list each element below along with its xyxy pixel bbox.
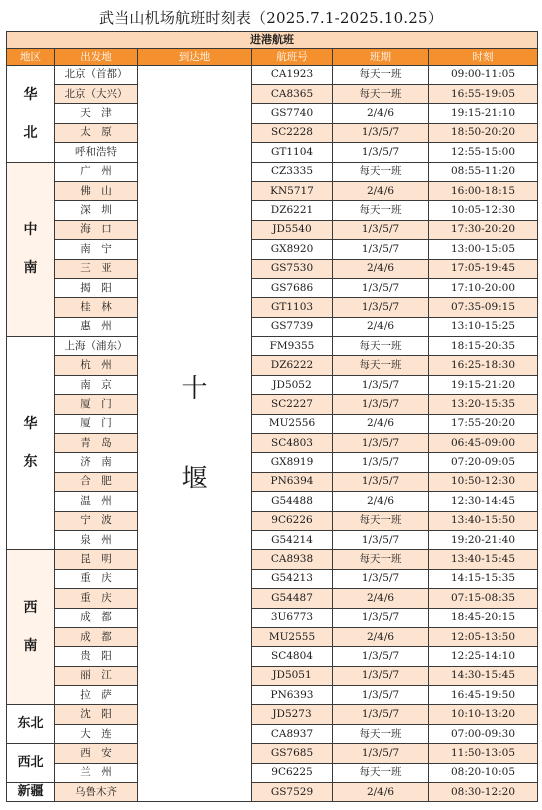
flight-no-cell: MU2556	[252, 414, 333, 433]
destination-cell	[138, 65, 252, 802]
time-cell: 12:05-13:50	[429, 627, 538, 646]
table-row	[7, 453, 538, 472]
origin-cell: 青 岛	[55, 434, 138, 453]
origin-cell: 沈 阳	[55, 705, 138, 724]
table-row	[7, 724, 538, 743]
schedule-cell: 1/3/5/7	[333, 453, 429, 472]
region-cell	[7, 162, 55, 337]
region-cell	[7, 705, 55, 744]
table-row	[7, 472, 538, 491]
time-cell: 17:30-20:20	[429, 220, 538, 239]
schedule-cell: 1/3/5/7	[333, 744, 429, 763]
time-cell: 14:15-15:35	[429, 569, 538, 588]
schedule-cell: 1/3/5/7	[333, 686, 429, 705]
time-cell: 07:35-09:15	[429, 298, 538, 317]
time-cell: 11:50-13:05	[429, 744, 538, 763]
origin-cell: 惠 州	[55, 317, 138, 336]
time-cell: 07:00-09:30	[429, 724, 538, 743]
header-time: 时刻	[429, 48, 538, 65]
table-row	[7, 686, 538, 705]
schedule-cell: 每天一班	[333, 65, 429, 84]
flight-no-cell: CA8365	[252, 84, 333, 103]
origin-cell: 北京（首都）	[55, 65, 138, 84]
region-cell	[7, 550, 55, 705]
schedule-cell: 每天一班	[333, 724, 429, 743]
flight-no-cell: G54213	[252, 569, 333, 588]
time-cell: 14:30-15:45	[429, 666, 538, 685]
section-banner	[7, 32, 538, 49]
region-name: 华	[23, 416, 38, 433]
flight-no-cell: GS7685	[252, 744, 333, 763]
flight-no-cell: CA8937	[252, 724, 333, 743]
origin-cell: 丽 江	[55, 666, 138, 685]
time-cell: 19:15-21:20	[429, 375, 538, 394]
flight-no-cell: CZ3335	[252, 162, 333, 181]
schedule-cell: 1/3/5/7	[333, 569, 429, 588]
origin-cell: 宁 波	[55, 511, 138, 530]
table-row	[7, 298, 538, 317]
schedule-cell: 2/4/6	[333, 259, 429, 278]
schedule-cell: 每天一班	[333, 511, 429, 530]
flight-no-cell: G54488	[252, 492, 333, 511]
table-row	[7, 104, 538, 123]
schedule-cell: 1/3/5/7	[333, 143, 429, 162]
table-row	[7, 705, 538, 724]
time-cell: 12:55-15:00	[429, 143, 538, 162]
time-cell: 10:50-12:30	[429, 472, 538, 491]
origin-cell: 乌鲁木齐	[55, 783, 138, 802]
schedule-cell: 每天一班	[333, 550, 429, 569]
schedule-cell: 2/4/6	[333, 104, 429, 123]
schedule-cell: 1/3/5/7	[333, 647, 429, 666]
origin-cell: 上海（浦东）	[55, 337, 138, 356]
time-cell: 13:40-15:50	[429, 511, 538, 530]
header-flight-no: 航班号	[252, 48, 333, 65]
schedule-cell: 2/4/6	[333, 627, 429, 646]
origin-cell: 泉 州	[55, 530, 138, 549]
flight-no-cell: GS7530	[252, 259, 333, 278]
time-cell: 13:10-15:25	[429, 317, 538, 336]
origin-cell: 呼和浩特	[55, 143, 138, 162]
table-row	[7, 414, 538, 433]
table-row	[7, 84, 538, 103]
table-row	[7, 201, 538, 220]
header-destination: 到达地	[138, 48, 252, 65]
flight-no-cell: 9C6226	[252, 511, 333, 530]
schedule-cell: 2/4/6	[333, 783, 429, 802]
origin-cell: 贵 阳	[55, 647, 138, 666]
origin-cell: 南 京	[55, 375, 138, 394]
origin-cell: 桂 林	[55, 298, 138, 317]
table-row	[7, 123, 538, 142]
time-cell: 16:55-19:05	[429, 84, 538, 103]
flight-no-cell: GS7739	[252, 317, 333, 336]
table-row	[7, 240, 538, 259]
flight-no-cell: JD5273	[252, 705, 333, 724]
flight-no-cell: JD5051	[252, 666, 333, 685]
region-name: 新疆	[17, 784, 44, 800]
flight-no-cell: DZ6222	[252, 356, 333, 375]
time-cell: 19:15-21:10	[429, 104, 538, 123]
schedule-cell: 1/3/5/7	[333, 666, 429, 685]
region-cell	[7, 744, 55, 783]
time-cell: 12:30-14:45	[429, 492, 538, 511]
region-name: 中	[23, 222, 38, 239]
region-name: 西	[23, 600, 38, 617]
time-cell: 08:30-12:20	[429, 783, 538, 802]
region-cell	[7, 783, 55, 802]
origin-cell: 海 口	[55, 220, 138, 239]
schedule-cell: 1/3/5/7	[333, 472, 429, 491]
flight-no-cell: GS7740	[252, 104, 333, 123]
header-schedule: 班期	[333, 48, 429, 65]
region-name: 南	[23, 260, 38, 277]
schedule-cell: 1/3/5/7	[333, 240, 429, 259]
destination-name: 堰	[181, 463, 208, 494]
schedule-cell: 2/4/6	[333, 317, 429, 336]
time-cell: 12:25-14:10	[429, 647, 538, 666]
flight-no-cell: SC2227	[252, 395, 333, 414]
origin-cell: 厦 门	[55, 395, 138, 414]
table-row	[7, 143, 538, 162]
flight-no-cell: JD5052	[252, 375, 333, 394]
flight-no-cell: GX8919	[252, 453, 333, 472]
schedule-cell: 每天一班	[333, 356, 429, 375]
schedule-cell: 2/4/6	[333, 181, 429, 200]
flight-no-cell: SC2228	[252, 123, 333, 142]
origin-cell: 拉 萨	[55, 686, 138, 705]
table-row	[7, 530, 538, 549]
table-row	[7, 569, 538, 588]
page-title: 武当山机场航班时刻表（2025.7.1-2025.10.25）	[99, 9, 443, 27]
table-row	[7, 317, 538, 336]
flight-no-cell: 9C6225	[252, 763, 333, 782]
flight-no-cell: GT1103	[252, 298, 333, 317]
schedule-cell: 1/3/5/7	[333, 530, 429, 549]
flight-no-cell: G54487	[252, 589, 333, 608]
table-row	[7, 647, 538, 666]
schedule-cell: 1/3/5/7	[333, 434, 429, 453]
origin-cell: 揭 阳	[55, 278, 138, 297]
time-cell: 13:40-15:45	[429, 550, 538, 569]
time-cell: 16:00-18:15	[429, 181, 538, 200]
origin-cell: 重 庆	[55, 569, 138, 588]
time-cell: 16:25-18:30	[429, 356, 538, 375]
time-cell: 17:05-19:45	[429, 259, 538, 278]
schedule-cell: 2/4/6	[333, 589, 429, 608]
region-name: 南	[23, 638, 38, 655]
origin-cell: 三 亚	[55, 259, 138, 278]
flight-no-cell: DZ6221	[252, 201, 333, 220]
schedule-cell: 每天一班	[333, 84, 429, 103]
table-header	[7, 48, 538, 65]
schedule-cell: 1/3/5/7	[333, 123, 429, 142]
table-row	[7, 356, 538, 375]
header-region: 地区	[7, 48, 55, 65]
flight-no-cell: SC4804	[252, 647, 333, 666]
origin-cell: 天 津	[55, 104, 138, 123]
table-row	[7, 434, 538, 453]
timetable	[6, 31, 538, 802]
region-name: 东北	[17, 716, 44, 732]
origin-cell: 西 安	[55, 744, 138, 763]
header-origin: 出发地	[55, 48, 138, 65]
table-row	[7, 395, 538, 414]
region-name: 北	[23, 124, 38, 141]
origin-cell: 重 庆	[55, 589, 138, 608]
time-cell: 17:55-20:20	[429, 414, 538, 433]
origin-cell: 成 都	[55, 608, 138, 627]
table-row	[7, 763, 538, 782]
table-row	[7, 627, 538, 646]
origin-cell: 佛 山	[55, 181, 138, 200]
time-cell: 08:55-11:20	[429, 162, 538, 181]
table-row	[7, 375, 538, 394]
flight-no-cell: PN6394	[252, 472, 333, 491]
origin-cell: 杭 州	[55, 356, 138, 375]
table-row	[7, 783, 538, 802]
table-row	[7, 589, 538, 608]
table-row	[7, 511, 538, 530]
region-name: 华	[23, 86, 38, 103]
flight-no-cell: GX8920	[252, 240, 333, 259]
time-cell: 08:20-10:05	[429, 763, 538, 782]
flight-no-cell: G54214	[252, 530, 333, 549]
origin-cell: 成 都	[55, 627, 138, 646]
time-cell: 18:45-20:15	[429, 608, 538, 627]
schedule-cell: 1/3/5/7	[333, 608, 429, 627]
schedule-cell: 每天一班	[333, 337, 429, 356]
schedule-cell: 1/3/5/7	[333, 220, 429, 239]
time-cell: 18:15-20:35	[429, 337, 538, 356]
origin-cell: 昆 明	[55, 550, 138, 569]
schedule-cell: 每天一班	[333, 162, 429, 181]
time-cell: 13:00-15:05	[429, 240, 538, 259]
table-row	[7, 608, 538, 627]
origin-cell: 温 州	[55, 492, 138, 511]
schedule-cell: 2/4/6	[333, 492, 429, 511]
origin-cell: 太 原	[55, 123, 138, 142]
flight-no-cell: KN5717	[252, 181, 333, 200]
schedule-cell: 1/3/5/7	[333, 375, 429, 394]
time-cell: 10:05-12:30	[429, 201, 538, 220]
time-cell: 19:20-21:40	[429, 530, 538, 549]
time-cell: 09:00-11:05	[429, 65, 538, 84]
region-name: 东	[23, 454, 38, 471]
flight-no-cell: MU2555	[252, 627, 333, 646]
time-cell: 18:50-20:20	[429, 123, 538, 142]
time-cell: 07:20-09:05	[429, 453, 538, 472]
region-cell	[7, 337, 55, 550]
time-cell: 07:15-08:35	[429, 589, 538, 608]
flight-no-cell: JD5540	[252, 220, 333, 239]
table-row	[7, 666, 538, 685]
origin-cell: 北京（大兴）	[55, 84, 138, 103]
flight-no-cell: GS7529	[252, 783, 333, 802]
table-row	[7, 65, 538, 84]
flight-no-cell: GT1104	[252, 143, 333, 162]
origin-cell: 济 南	[55, 453, 138, 472]
time-cell: 13:20-15:35	[429, 395, 538, 414]
flight-no-cell: CA1923	[252, 65, 333, 84]
region-name: 西北	[17, 755, 44, 771]
table-row	[7, 220, 538, 239]
schedule-cell: 每天一班	[333, 763, 429, 782]
origin-cell: 合 肥	[55, 472, 138, 491]
flight-no-cell: SC4803	[252, 434, 333, 453]
time-cell: 17:10-20:00	[429, 278, 538, 297]
schedule-cell: 1/3/5/7	[333, 395, 429, 414]
flight-no-cell: CA8938	[252, 550, 333, 569]
table-row	[7, 337, 538, 356]
schedule-cell: 2/4/6	[333, 414, 429, 433]
table-row	[7, 744, 538, 763]
origin-cell: 广 州	[55, 162, 138, 181]
flight-no-cell: FM9355	[252, 337, 333, 356]
origin-cell: 厦 门	[55, 414, 138, 433]
origin-cell: 南 宁	[55, 240, 138, 259]
flight-no-cell: PN6393	[252, 686, 333, 705]
schedule-cell: 1/3/5/7	[333, 278, 429, 297]
schedule-cell: 每天一班	[333, 201, 429, 220]
table-row	[7, 492, 538, 511]
time-cell: 10:10-13:20	[429, 705, 538, 724]
origin-cell: 深 圳	[55, 201, 138, 220]
region-cell	[7, 65, 55, 162]
destination-name: 十	[181, 373, 208, 404]
table-row	[7, 259, 538, 278]
schedule-cell: 1/3/5/7	[333, 705, 429, 724]
table-row	[7, 162, 538, 181]
table-row	[7, 278, 538, 297]
flight-no-cell: 3U6773	[252, 608, 333, 627]
table-row	[7, 181, 538, 200]
schedule-cell: 1/3/5/7	[333, 298, 429, 317]
origin-cell: 大 连	[55, 724, 138, 743]
flight-no-cell: GS7686	[252, 278, 333, 297]
section-label: 进港航班	[7, 32, 538, 49]
origin-cell: 兰 州	[55, 763, 138, 782]
time-cell: 06:45-09:00	[429, 434, 538, 453]
time-cell: 16:45-19:50	[429, 686, 538, 705]
table-row	[7, 550, 538, 569]
